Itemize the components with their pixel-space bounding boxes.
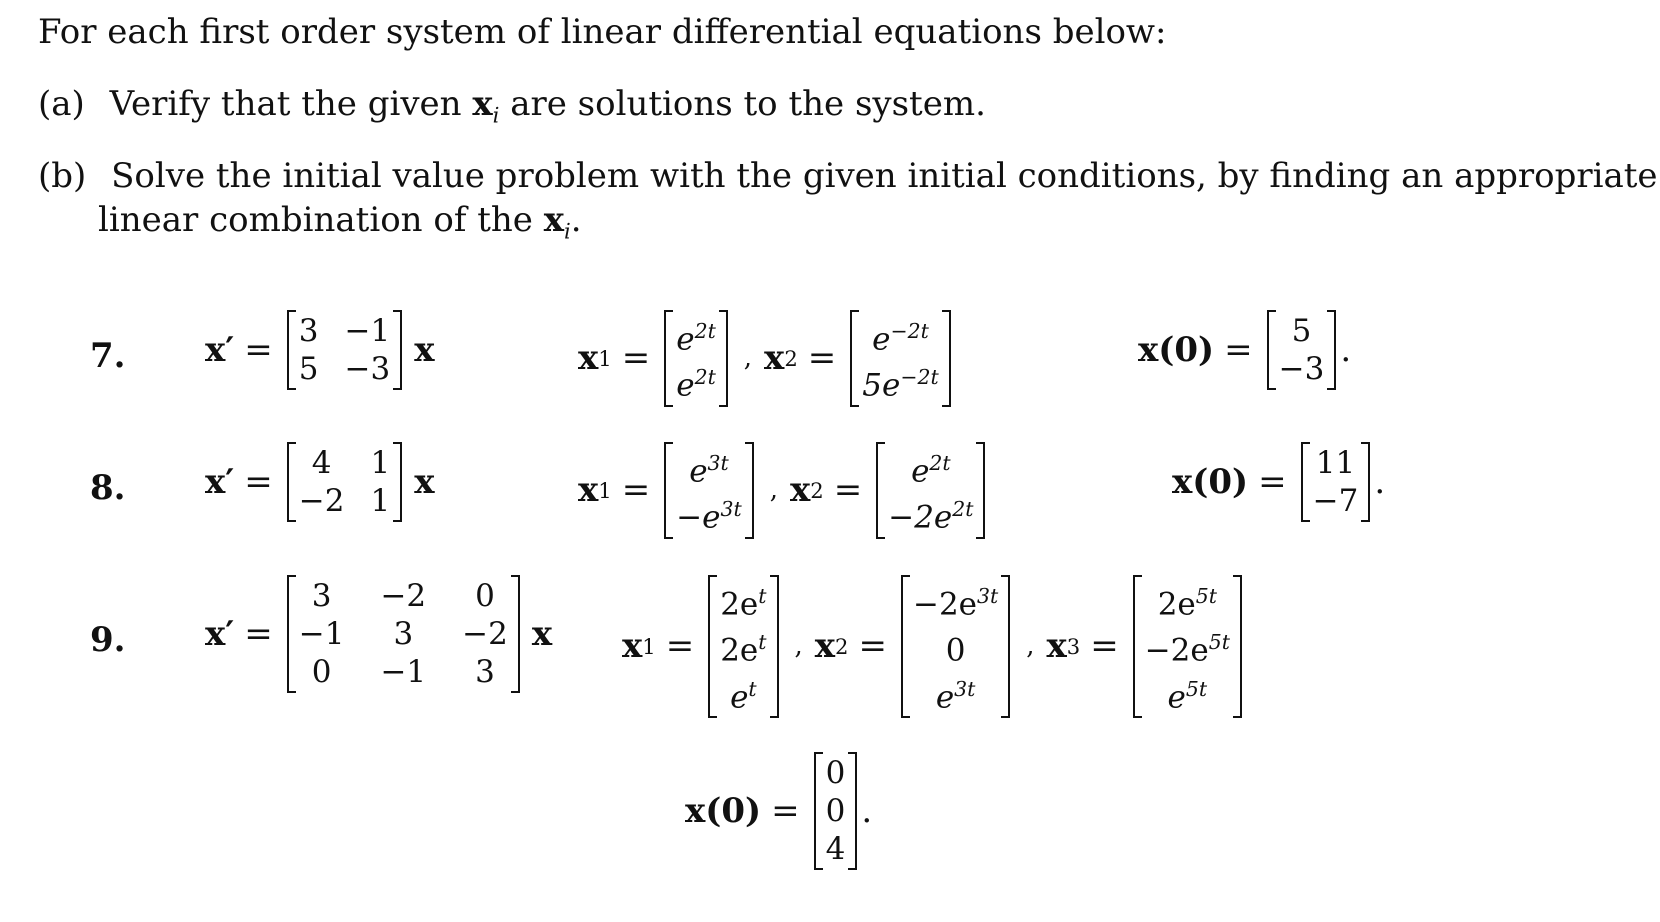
problem-7-solutions	[578, 310, 955, 407]
part-b-text-1: Solve the initial value problem with the given initial conditions, by finding an appropriate	[111, 156, 1658, 196]
vector-cell: $e^{2t}$	[676, 365, 716, 404]
vector-cell: −7	[1312, 483, 1359, 519]
vector-x: x	[414, 462, 435, 502]
equals-sign: =	[807, 338, 837, 379]
equals-sign: =	[665, 626, 695, 667]
equals-sign: =	[858, 626, 887, 667]
problem-9-number: 9.	[90, 620, 126, 660]
matrix-cell: 3	[298, 313, 319, 349]
vector-x: x	[543, 200, 564, 240]
matrix-cell: 0	[311, 654, 332, 690]
period: .	[1340, 330, 1352, 370]
x3-label: x	[1046, 626, 1067, 667]
vector-cell: $e^{5t}$	[1167, 676, 1208, 715]
vector-cell: $-2e^{3t}$	[912, 584, 999, 623]
vector-cell: $2e^t$	[720, 630, 767, 669]
vector-x2	[850, 310, 950, 407]
matrix-cell: −3	[344, 351, 391, 387]
equals-sign: =	[771, 791, 800, 831]
x1-label: x	[578, 338, 599, 379]
vector-x: x	[414, 330, 435, 370]
vector-x0	[1301, 442, 1371, 522]
part-a-text-1: Verify that the given	[109, 84, 473, 124]
vector-cell: 0	[945, 632, 966, 669]
vector-x1	[664, 442, 754, 539]
problem-8-system	[205, 442, 434, 522]
matrix-cell: 5	[298, 351, 319, 387]
vector-x: x	[472, 84, 493, 124]
vector-cell: $e^{2t}$	[911, 451, 951, 490]
vector-x0	[1267, 310, 1337, 390]
vector-cell: $e^{3t}$	[935, 676, 976, 715]
x2-label: x	[814, 626, 836, 667]
vector-cell: $e^{3t}$	[689, 451, 729, 490]
equals-sign: =	[1090, 626, 1119, 667]
vector-x1	[708, 575, 778, 718]
subscript-2: 2	[835, 633, 849, 659]
vector-cell: $-2e^{2t}$	[888, 497, 974, 536]
vector-cell: $2e^{5t}$	[1157, 584, 1217, 623]
vector-cell: 4	[825, 831, 846, 867]
x1-label: x	[622, 626, 643, 667]
matrix-cell: −1	[298, 616, 345, 652]
problem-7-number: 7.	[90, 336, 126, 376]
equals-sign: =	[621, 338, 651, 379]
part-a-text-2: are solutions to the system.	[499, 84, 986, 124]
vector-cell: $e^t$	[730, 676, 757, 715]
matrix-A	[287, 575, 520, 693]
part-b	[38, 156, 1658, 196]
equals-sign: =	[244, 462, 273, 502]
vector-cell: $5e^{-2t}$	[862, 365, 939, 404]
vector-cell: 0	[825, 793, 846, 829]
part-b-text-2: linear combination of the	[98, 200, 544, 240]
part-a-label: (a)	[38, 84, 85, 124]
matrix-cell: −2	[380, 578, 427, 614]
problem-9-system	[205, 575, 552, 693]
vector-cell: $e^{-2t}$	[872, 319, 929, 358]
vector-x2	[901, 575, 1010, 718]
matrix-cell: 1	[370, 483, 391, 519]
equals-sign: =	[621, 470, 651, 511]
subscript-i: i	[492, 102, 500, 128]
comma: ,	[769, 475, 779, 506]
subscript-2: 2	[784, 345, 798, 371]
vector-cell: 11	[1315, 445, 1356, 481]
comma: ,	[743, 343, 753, 374]
problem-9-solutions	[622, 575, 1246, 718]
problem-8-number: 8.	[90, 468, 126, 508]
matrix-A	[287, 442, 402, 522]
vector-cell: 0	[825, 755, 846, 791]
vector-cell: $-e^{3t}$	[676, 497, 742, 536]
matrix-A	[287, 310, 402, 390]
equals-sign: =	[1258, 462, 1287, 502]
vector-cell: $2e^t$	[720, 584, 767, 623]
vector-x: x	[531, 614, 553, 654]
problem-7-system	[205, 310, 434, 390]
part-b-label: (b)	[38, 156, 87, 196]
period: .	[570, 200, 582, 240]
part-b-line-2	[98, 200, 582, 251]
x2-label: x	[790, 470, 811, 511]
vector-cell: $e^{2t}$	[676, 319, 716, 358]
intro-text: For each first order system of linear differential equations below:	[38, 12, 1167, 52]
intro-line	[38, 12, 1167, 52]
subscript-1: 1	[598, 477, 612, 503]
x0-label: x(0)	[1172, 462, 1249, 502]
matrix-cell: 3	[475, 654, 495, 690]
vector-x2	[876, 442, 985, 539]
period: .	[1374, 462, 1386, 502]
matrix-cell: −2	[462, 616, 508, 652]
matrix-cell: 0	[475, 578, 495, 614]
x0-label: x(0)	[1138, 330, 1215, 370]
vector-cell: −3	[1278, 351, 1325, 387]
matrix-cell: −1	[380, 654, 427, 690]
matrix-cell: −1	[344, 313, 391, 349]
vector-cell: 5	[1291, 313, 1312, 349]
equals-sign: =	[1224, 330, 1253, 370]
problem-8-initial	[1172, 442, 1385, 522]
x1-label: x	[578, 470, 599, 511]
subscript-1: 1	[598, 345, 612, 371]
matrix-cell: −2	[298, 483, 345, 519]
comma: ,	[794, 631, 803, 662]
subscript-3: 3	[1066, 633, 1081, 659]
vector-cell: $-2e^{5t}$	[1144, 630, 1230, 669]
equals-sign: =	[244, 614, 273, 654]
vector-x1	[664, 310, 728, 407]
problem-7-initial	[1138, 310, 1351, 390]
x-prime: x′	[205, 614, 235, 654]
subscript-1: 1	[642, 633, 656, 659]
subscript-i: i	[564, 218, 571, 244]
part-a	[38, 84, 986, 135]
matrix-cell: 3	[311, 578, 332, 614]
vector-x0	[814, 752, 858, 870]
problem-9-initial	[685, 752, 872, 870]
x-prime: x′	[205, 330, 235, 370]
equals-sign: =	[244, 330, 273, 370]
equals-sign: =	[833, 470, 863, 511]
subscript-2: 2	[810, 477, 824, 503]
matrix-cell: 1	[370, 445, 391, 481]
problem-8-solutions	[578, 442, 989, 539]
x0-label: x(0)	[685, 791, 762, 831]
comma: ,	[1026, 631, 1035, 662]
period: .	[861, 791, 873, 831]
matrix-cell: 4	[311, 445, 332, 481]
x-prime: x′	[205, 462, 235, 502]
vector-x3	[1133, 575, 1242, 718]
matrix-cell: 3	[393, 616, 414, 652]
x2-label: x	[764, 338, 785, 379]
